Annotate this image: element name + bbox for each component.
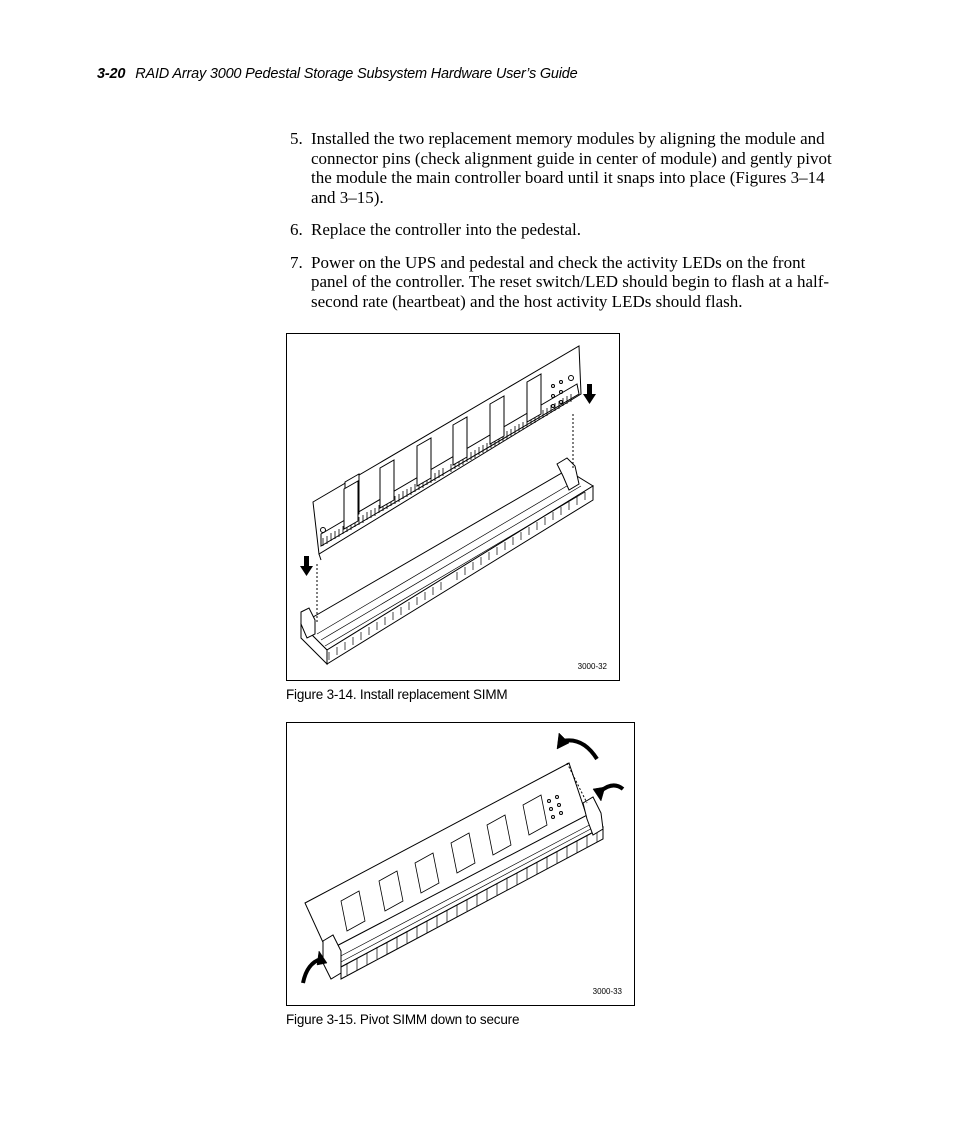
step-item <box>290 253 835 312</box>
step-item <box>290 220 835 240</box>
step-text: Installed the two replacement memory modules by aligning the module and connector pins (check alignment guide in center of module) and gently pivot the module the main controller board until it snaps into place (Figures 3–14 and 3–15). <box>311 129 832 207</box>
figure-caption: Figure 3-14. Install replacement SIMM <box>286 687 508 702</box>
step-number: 6. <box>290 220 303 239</box>
page-number: 3-20 <box>97 66 126 82</box>
document-title: RAID Array 3000 Pedestal Storage Subsystem Hardware User’s Guide <box>135 66 578 82</box>
simm-install-illustration <box>287 334 619 680</box>
step-number: 5. <box>290 129 303 148</box>
figure-caption: Figure 3-15. Pivot SIMM down to secure <box>286 1012 520 1027</box>
figure-id-label: 3000-32 <box>577 662 607 671</box>
step-text: Power on the UPS and pedestal and check the activity LEDs on the front panel of the controller. The reset switch/LED should begin to flash at a half-second rate (heartbeat) and the host activity LEDs should flash. <box>311 252 830 311</box>
figure-install-simm <box>286 333 620 681</box>
step-number: 7. <box>290 252 303 272</box>
curved-arrow-icon <box>593 785 623 801</box>
down-arrow-icon <box>583 384 596 404</box>
step-item <box>290 129 835 207</box>
curved-arrow-icon <box>557 733 597 759</box>
figure-pivot-simm <box>286 722 635 1006</box>
simm-pivot-illustration <box>287 723 634 1005</box>
page-header <box>97 66 578 82</box>
step-text: Replace the controller into the pedestal. <box>311 220 582 239</box>
instruction-steps <box>290 129 835 324</box>
figure-id-label: 3000-33 <box>592 987 622 996</box>
down-arrow-icon <box>300 556 313 576</box>
